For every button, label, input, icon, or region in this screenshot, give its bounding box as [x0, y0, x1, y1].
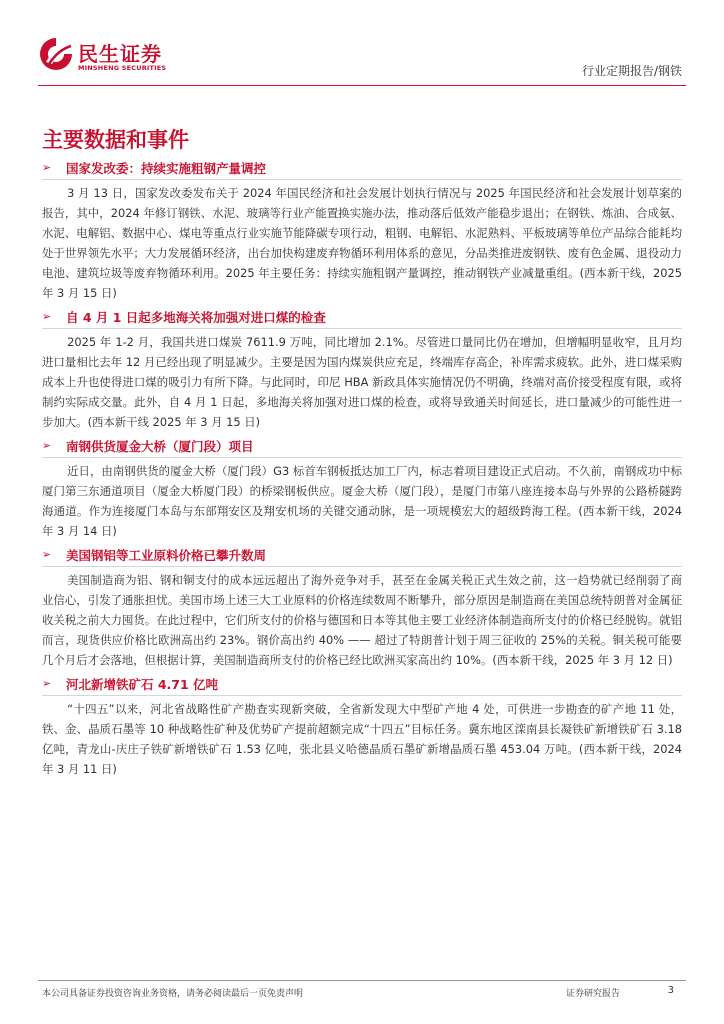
- news-item: [42, 674, 682, 779]
- arrow-bullet-icon: ➢: [42, 439, 52, 452]
- news-item-divider: [42, 179, 682, 180]
- footer-label: 证券研究报告: [566, 989, 621, 999]
- news-item-header: [42, 436, 682, 458]
- news-item-title: 国家发改委：持续实施粗钢产量调控: [66, 161, 267, 176]
- page-header: [0, 0, 724, 90]
- news-item-body: 3 月 13 日，国家发改委发布关于 2024 年国民经济和社会发展计划执行情况与 2025 年国民经济和社会发展计划草案的报告，其中，2024 年修订钢铁、水泥、玻璃等行业产能置换实施办法，推动落后低效产能稳步退出；在钢铁、炼油、合成氨、水泥、电解铝、数据中心、煤电等重点行业实施节能降碳专项行动，粗钢、电解铝、水泥熟料、平板玻璃等单位产品综合能耗均处于世界领先水平；大力发展循环经济，出台加快构建废弃物循环利用体系的意见，分品类推进废钢铁、废有色金属、退役动力电池、建筑垃圾等废弃物循环利用。2025 年主要任务：持续实施粗钢产量调控，推动钢铁产业减量重组。(西本新干线，2025 年 3 月 15 日): [42, 186, 682, 300]
- news-item-header: [42, 158, 682, 180]
- logo-text-cn: 民生证券: [78, 42, 162, 66]
- logo-mark-icon: [38, 36, 74, 72]
- news-item-header: [42, 545, 682, 567]
- header-divider: [38, 85, 686, 86]
- logo: [38, 36, 188, 76]
- news-item-divider: [42, 457, 682, 458]
- news-item-divider: [42, 695, 682, 696]
- logo-text-en: MINSHENG SECURITIES: [78, 64, 167, 72]
- arrow-bullet-icon: ➢: [42, 310, 52, 323]
- news-item-title: 南钢供货厦金大桥（厦门段）项目: [66, 439, 254, 454]
- news-item-divider: [42, 566, 682, 567]
- arrow-bullet-icon: ➢: [42, 161, 52, 174]
- news-item-body: “十四五”以来，河北省战略性矿产勘查实现新突破，全省新发现大中型矿产地 4 处，可供进一步勘查的矿产地 11 处，铁、金、晶质石墨等 10 种战略性矿种及优势矿产提前超额完成“十四五”目标任务。冀东地区滦南县长凝铁矿新增铁矿石 3.18 亿吨，青龙山-庆庄子铁矿新增铁矿石 1.53 亿吨，张北县义哈德晶质石墨矿新增晶质石墨 453.04 万吨。(西本新干线，2024 年 3 月 11 日): [42, 702, 682, 776]
- report-type: 行业定期报告/钢铁: [581, 64, 682, 78]
- news-item-title: 河北新增铁矿石 4.71 亿吨: [66, 677, 219, 692]
- news-item: [42, 158, 682, 303]
- news-item-header: [42, 674, 682, 696]
- news-list: [42, 155, 682, 783]
- news-item: [42, 307, 682, 432]
- arrow-bullet-icon: ➢: [42, 548, 52, 561]
- news-item-header: [42, 307, 682, 329]
- news-item-divider: [42, 328, 682, 329]
- news-item-title: 美国钢铝等工业原料价格已攀升数周: [66, 548, 267, 563]
- news-item-body: 近日，由南钢供货的厦金大桥（厦门段）G3 标首车钢板抵达加工厂内，标志着项目建设正式启动。不久前，南钢成功中标厦门第三东通道项目（厦金大桥厦门段）的桥梁钢板供应。厦金大桥（厦门段），是厦门市第八座连接本岛与外界的公路桥隧跨海通道。作为连接厦门本岛与东部翔安区及翔安机场的关键交通动脉，是一项规模宏大的超级跨海工程。(西本新干线，2024 年 3 月 14 日): [42, 464, 682, 538]
- footer-divider: [38, 980, 686, 981]
- news-item: [42, 436, 682, 541]
- section-title: 主要数据和事件: [42, 128, 189, 152]
- news-item: [42, 545, 682, 670]
- news-item-body: 2025 年 1-2 月，我国共进口煤炭 7611.9 万吨，同比增加 2.1%。尽管进口量同比仍在增加，但增幅明显收窄，且月均进口量相比去年 12 月已经出现了明显减少。主要是因为国内煤炭供应充足，终端库存高企，补库需求疲软。此外，进口煤采购成本上升也使得进口煤的吸引力有所下降。与此同时，印尼 HBA 新政具体实施情况仍不明确，终端对高价接受程度有限，或将制约实际成交量。此外，自 4 月 1 日起，多地海关将加强对进口煤的检查，或将导致通关时间延长，进口量减少的可能性进一步加大。(西本新干线 2025 年 3 月 15 日): [42, 335, 682, 429]
- news-item-title: 自 4 月 1 日起多地海关将加强对进口煤的检查: [66, 310, 326, 325]
- arrow-bullet-icon: ➢: [42, 677, 52, 690]
- news-item-body: 美国制造商为铝、钢和铜支付的成本远远超出了海外竞争对手，甚至在金属关税正式生效之前，这一趋势就已经削弱了商业信心，引发了通胀担忧。美国市场上述三大工业原料的价格连续数周不断攀升，部分原因是制造商在美国总统特朗普对金属征收关税之前大力囤货。在此过程中，它们所支付的价格与德国和日本等其他主要工业经济体制造商所支付的价格已经脱钩。就铝而言，现货供应价格比欧洲高出约 23%。钢价高出约 40% —— 超过了特朗普计划于周三征收的 25%的关税。铜关税可能要几个月后才会落地，但根据计算，美国制造商所支付的价格已经比欧洲买家高出约 10%。(西本新干线，2025 年 3 月 12 日): [42, 573, 682, 667]
- page-number: 3: [667, 985, 674, 996]
- footer-disclaimer: 本公司具备证券投资咨询业务资格，请务必阅读最后一页免责声明: [42, 989, 304, 999]
